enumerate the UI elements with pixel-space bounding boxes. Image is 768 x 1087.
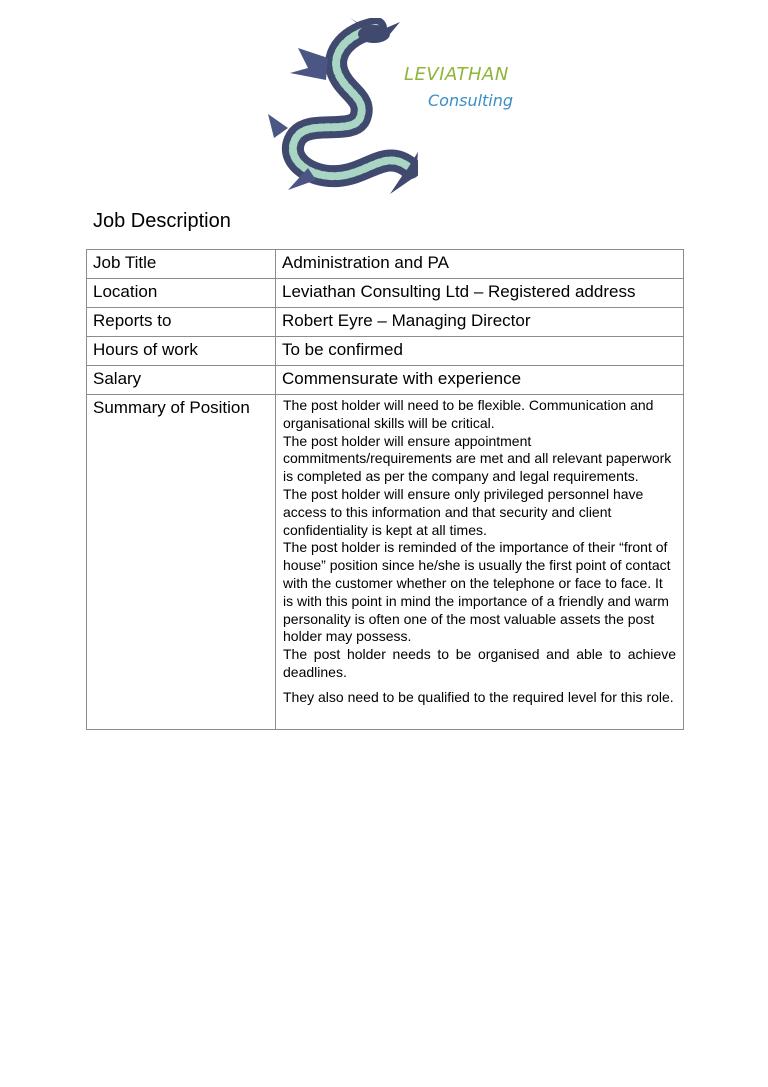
job-description-table [86,249,684,730]
summary-paragraph: They also need to be qualified to the required level for this role. [283,688,674,705]
row-label-location: Location [87,279,276,308]
row-label-reports-to: Reports to [87,308,276,337]
table-row [87,308,684,337]
logo-company-subtitle: Consulting [428,91,514,110]
row-label-summary: Summary of Position [87,395,276,730]
row-value-hours-of-work: To be confirmed [276,337,684,366]
summary-paragraph: The post holder is reminded of the importance of their “front of house” position since he/she is usually the first point of contact with the customer whether on the telephone or face to face. It is with this point in mind the importance of a friendly and warm personality is often one of the most valuable assets the post holder may possess. [283,539,671,645]
row-value-job-title: Administration and PA [276,250,684,279]
summary-of-position [276,395,684,730]
company-logo [268,18,538,208]
summary-paragraph: The post holder will need to be flexible. Communication and organisational skills will be critical. [283,397,654,431]
table-row [87,337,684,366]
row-label-hours-of-work: Hours of work [87,337,276,366]
logo-company-name: LEVIATHAN [404,64,509,85]
table-row [87,366,684,395]
document-title: Job Description [93,210,231,232]
row-label-salary: Salary [87,366,276,395]
row-value-reports-to: Robert Eyre – Managing Director [276,308,684,337]
summary-paragraph: The post holder needs to be organised and able to achieve deadlines. [283,646,676,680]
summary-paragraph: The post holder will ensure only privileged personnel have access to this information and that security and client confidentiality is kept at all times. [283,485,644,538]
row-value-location: Leviathan Consulting Ltd – Registered address [276,279,684,308]
sea-serpent-icon [268,18,418,208]
row-value-salary: Commensurate with experience [276,366,684,395]
table-row [87,250,684,279]
row-label-job-title: Job Title [87,250,276,279]
table-row [87,279,684,308]
summary-paragraph: The post holder will ensure appointment commitments/requirements are met and all relevant paperwork is completed as per the company and legal requirements. [283,432,672,485]
table-row [87,395,684,730]
